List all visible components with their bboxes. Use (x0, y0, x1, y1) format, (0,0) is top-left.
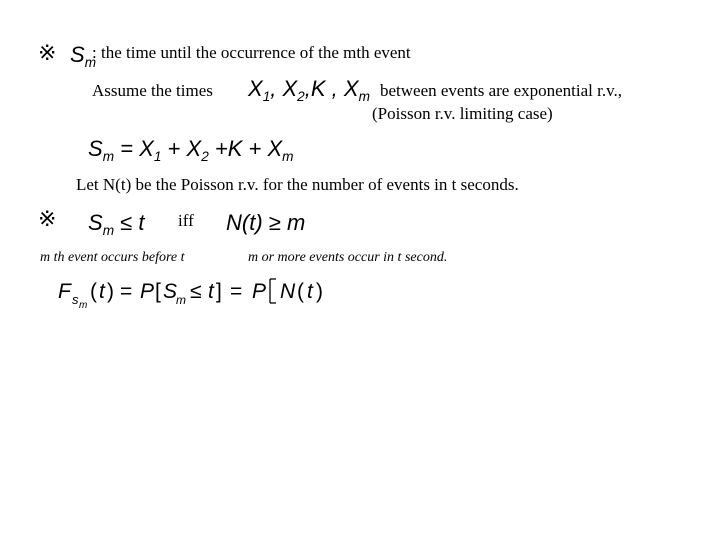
svg-text:[: [ (155, 280, 161, 303)
svg-text:): ) (316, 280, 323, 303)
poisson-limit-text: (Poisson r.v. limiting case) (372, 104, 553, 123)
svg-text:N: N (280, 280, 296, 303)
svg-text:m: m (79, 300, 88, 311)
reference-mark: ※ (38, 40, 57, 65)
svg-text:=: = (230, 280, 243, 303)
svg-text:F: F (58, 280, 71, 303)
x-sequence: $X_1$, $X_2,K$ , $X_m$ (248, 76, 370, 104)
cdf-equation (58, 279, 323, 311)
svg-text:=: = (120, 280, 133, 303)
iff-text: iff (178, 211, 194, 230)
caption-right: m or more events occur in t second. (248, 250, 448, 265)
caption-left: m th event occurs before t (40, 250, 185, 265)
definition-text: : the time until the occurrence of the mth event (92, 43, 411, 62)
svg-text:s: s (72, 292, 79, 307)
sm-le-t: $S_m \le t$ (88, 210, 145, 238)
svg-text:t: t (99, 280, 105, 303)
sum-equation: $S_m = X_1 + X_2 +K + X_m$ (88, 136, 294, 164)
exponential-text: between events are exponential r.v., (380, 81, 622, 100)
svg-text:P: P (140, 280, 155, 303)
sm-symbol: $S_m$ (70, 42, 97, 70)
svg-text:t: t (307, 280, 313, 303)
reference-mark-2: ※ (38, 206, 57, 231)
let-text: Let N(t) be the Poisson r.v. for the number of events in t seconds. (76, 175, 519, 194)
svg-text:]: ] (216, 280, 222, 303)
assume-text: Assume the times (92, 81, 213, 100)
svg-text:): ) (107, 280, 114, 303)
svg-text:(: ( (90, 280, 97, 303)
svg-text:t: t (208, 280, 214, 303)
svg-text:S: S (163, 280, 178, 303)
svg-text:≤: ≤ (190, 280, 202, 303)
svg-text:(: ( (297, 280, 304, 303)
svg-text:P: P (252, 280, 267, 303)
svg-text:m: m (176, 293, 186, 307)
nt-ge-m: N(t) ≥ m (226, 210, 306, 235)
